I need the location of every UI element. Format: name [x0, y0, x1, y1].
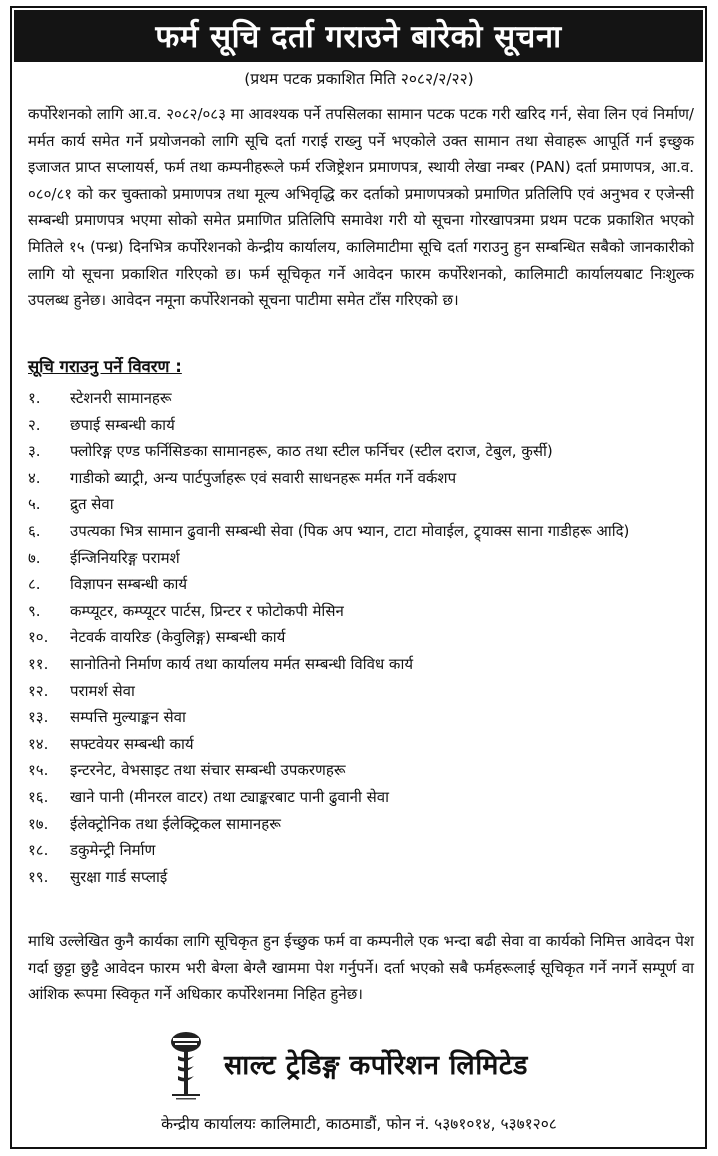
list-item-number: ११.: [28, 654, 49, 673]
list-item-number: १७.: [28, 814, 49, 833]
list-item-number: १३.: [28, 708, 49, 727]
intro-paragraph: कर्पोरेशनको लागि आ.व. २०८२/०८३ मा आवश्यक पर्ने तपसिलका सामान पटक पटक गरी खरिद गर्न, सेवा लिन एवं निर्माण/मर्मत कार्य समेत गर्ने प्रयोजनको लागि सूचि दर्ता गराई राख्नु पर्ने भएकोले उक्त सामान तथा सेवाहरू आपूर्ति गर्न इच्छुक इजाजत प्राप्त सप्लायर्स, फर्म तथा कम्पनीहरूले फर्म रजिष्ट्रेशन प्रमाणपत्र, स्थायी लेखा नम्बर (PAN) दर्ता प्रमाणपत्र, आ.व. ०८०/८१ को कर चुक्ताको प्रमाणपत्र तथा मूल्य अभिवृद्धि कर दर्ताको प्रमाणपत्रको प्रमाणित प्रतिलिपि एवं अनुभव र एजेन्सी सम्बन्धी प्रमाणपत्र भएमा सोको समेत प्रमाणित प्रतिलिपि समावेश गरी यो सूचना गोरखापत्रमा प्रथम पटक प्रकाशित भएको मितिले १५ (पन्ध्र) दिनभित्र कर्पोरेशनको केन्द्रीय कार्यालय, कालिमाटीमा सूचि दर्ता गराउनु हुन सम्बन्धित सबैको जानकारीको लागि यो सूचना प्रकाशित गरिएको छ। फर्म सूचिकृत गर्ने आवेदन फारम कर्पोरेशनको, कालिमाटी कार्यालयबाट निःशुल्क उपलब्ध हुनेछ। आवेदन नमूना कर्पोरेशनको सूचना पाटीमा समेत टाँस गरिएको छ।: [28, 105, 694, 310]
company-name: साल्ट ट्रेडिङ्ग कर्पोरेशन लिमिटेड: [224, 1050, 528, 1081]
list-item-text: ईलेक्ट्रोनिक तथा ईलेक्ट्रिकल सामानहरू: [70, 814, 281, 833]
list-item-number: ७.: [28, 548, 41, 567]
list-item-number: १५.: [28, 761, 49, 780]
list-item: [28, 757, 694, 784]
list-item-text: ईन्जिनियरिङ्ग परामर्श: [70, 548, 180, 567]
list-heading: सूचि गराउनु पर्ने विवरण :: [28, 357, 182, 376]
list-item-text: परामर्श सेवा: [70, 681, 135, 700]
list-item-number: ९.: [28, 601, 41, 620]
list-item-text: स्टेशनरी सामानहरू: [70, 389, 172, 407]
notice-title-text: फर्म सूचि दर्ता गराउने बारेको सूचना: [155, 19, 562, 55]
list-item-number: ८.: [28, 575, 41, 594]
items-list: [28, 385, 694, 890]
list-item-number: १८.: [28, 841, 49, 860]
list-item: [28, 412, 694, 439]
list-item-number: ५.: [28, 495, 41, 514]
list-item: [28, 678, 694, 705]
list-item-text: द्रुत सेवा: [70, 495, 114, 514]
list-item-text: नेटवर्क वायरिङ (केवुलिङ्ग) सम्बन्धी कार्य: [70, 628, 286, 647]
list-item-text: डकुमेन्ट्री निर्माण: [70, 841, 156, 860]
list-item-number: १.: [28, 389, 41, 407]
list-item: [28, 784, 694, 811]
list-item: [28, 811, 694, 838]
list-item-number: १४.: [28, 734, 49, 753]
list-item: [28, 864, 694, 891]
list-item: [28, 571, 694, 598]
company-logo: [160, 1030, 212, 1102]
list-item-text: सुरक्षा गार्ड सप्लाई: [70, 867, 168, 886]
list-item-text: छपाई सम्बन्धी कार्य: [70, 415, 175, 434]
list-item: [28, 731, 694, 758]
list-item: [28, 465, 694, 492]
list-item-text: कम्प्यूटर, कम्प्यूटर पार्टस, प्रिन्टर र फोटोकपी मेसिन: [70, 601, 344, 620]
list-item-number: ४.: [28, 468, 41, 487]
list-item: [28, 385, 694, 412]
list-item-number: १२.: [28, 681, 49, 700]
list-item-text: गाडीको ब्याट्री, अन्य पार्टपुर्जाहरू एवं सवारी साधनहरू मर्मत गर्ने वर्कशप: [70, 468, 457, 487]
list-item-number: ३.: [28, 442, 41, 461]
list-item-number: १६.: [28, 787, 49, 806]
list-item: [28, 438, 694, 465]
list-item-text: सफ्टवेयर सम्बन्धी कार्य: [70, 734, 194, 753]
published-date: (प्रथम पटक प्रकाशित मिति २०८२/२/२२): [244, 70, 474, 88]
list-item: [28, 545, 694, 572]
list-item: [28, 624, 694, 651]
list-item: [28, 837, 694, 864]
list-item: [28, 491, 694, 518]
list-item-text: फ्लोरिङ्ग एण्ड फर्निसिङका सामानहरू, काठ तथा स्टील फर्निचर (स्टील दराज, टेबुल, कुर्सी): [70, 442, 553, 461]
list-item-number: १९.: [28, 867, 49, 886]
list-item: [28, 518, 694, 545]
list-item-number: २.: [28, 415, 41, 434]
list-item-text: सम्पत्ति मुल्याङ्कन सेवा: [70, 708, 186, 727]
notice-title: [14, 10, 703, 62]
list-item: [28, 598, 694, 625]
list-item-text: विज्ञापन सम्बन्धी कार्य: [70, 575, 188, 594]
list-item-text: उपत्यका भित्र सामान ढुवानी सम्बन्धी सेवा (पिक अप भ्यान, टाटा मोवाईल, ट्र्याक्स साना गाडीहरू आदि): [70, 521, 630, 540]
list-item-text: इन्टरनेट, वेभसाइट तथा संचार सम्बन्धी उपकरणहरू: [70, 761, 346, 780]
list-item-number: १०.: [28, 628, 49, 647]
list-item: [28, 651, 694, 678]
list-item: [28, 704, 694, 731]
list-item-number: ६.: [28, 521, 41, 540]
footer-address: केन्द्रीय कार्यालयः कालिमाटी, काठमाडौं, फोन नं. ५३७१०१४, ५३७१२०८: [161, 1115, 557, 1133]
emblem-icon: [160, 1030, 212, 1102]
list-item-text: सानोतिनो निर्माण कार्य तथा कार्यालय मर्मत सम्बन्धी विविध कार्य: [70, 654, 414, 673]
list-item-text: खाने पानी (मीनरल वाटर) तथा ट्याङ्करबाट पानी ढुवानी सेवा: [70, 787, 389, 806]
closing-paragraph: माथि उल्लेखित कुनै कार्यका लागि सूचिकृत हुन ईच्छुक फर्म वा कम्पनीले एक भन्दा बढी सेवा वा कार्यको निमित्त आवेदन पेश गर्दा छुट्टा छुट्टै आवेदन फारम भरी बेग्ला बेग्लै खाममा पेश गर्नुपर्ने। दर्ता भएको सबै फर्महरूलाई सूचिकृत गर्ने नगर्ने सम्पूर्ण वा आंशिक रूपमा स्विकृत गर्ने अधिकार कर्पोरेशनमा निहित हुनेछ।: [28, 932, 694, 1004]
